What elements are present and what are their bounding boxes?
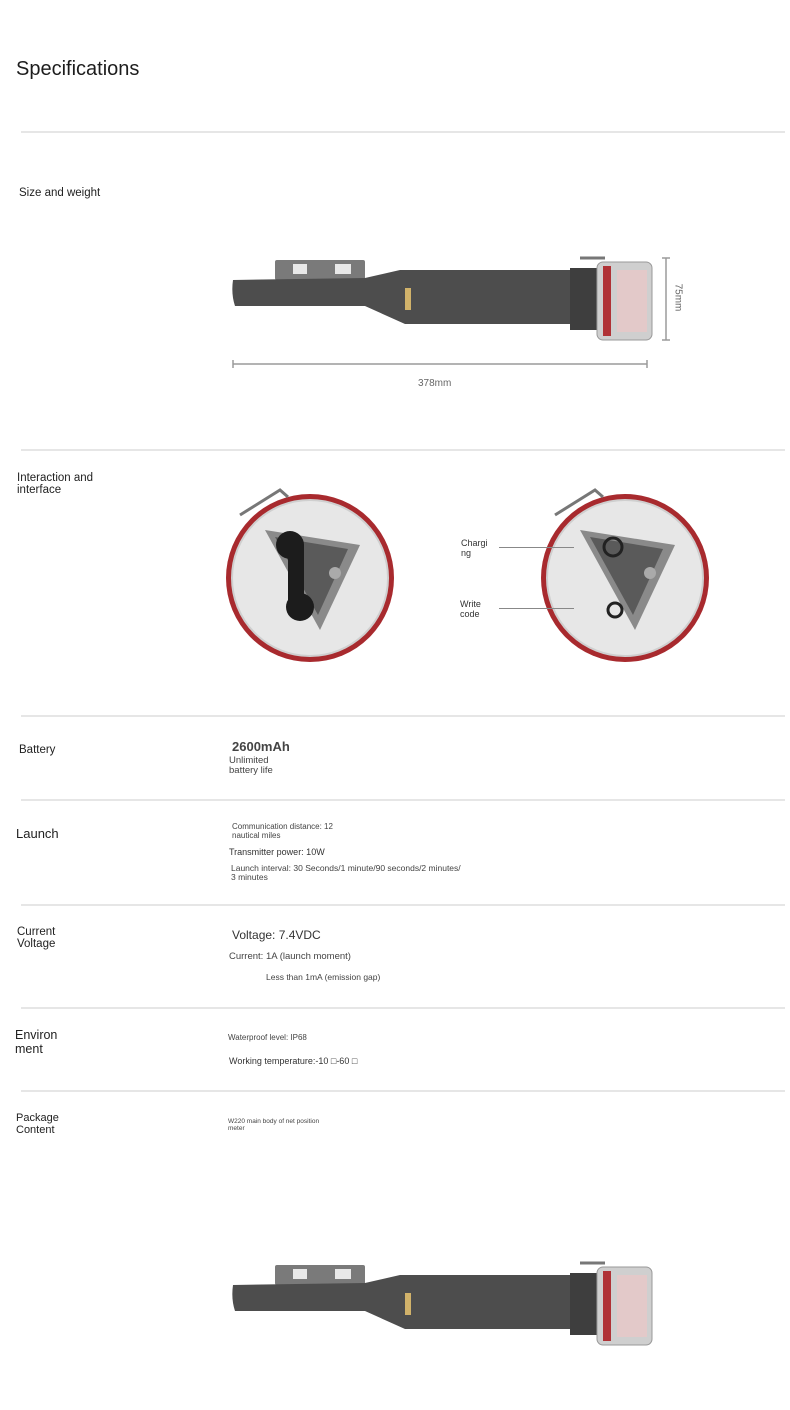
divider bbox=[21, 904, 785, 906]
package-content-label: Package Content bbox=[16, 1112, 59, 1136]
communication-distance: Communication distance: 12 nautical miles bbox=[232, 822, 333, 840]
charging-pointer-line bbox=[499, 547, 574, 548]
divider bbox=[21, 799, 785, 801]
divider bbox=[21, 131, 785, 133]
length-dimension: 378mm bbox=[418, 378, 452, 389]
write-code-label: Write code bbox=[460, 599, 481, 619]
current-voltage-label: Current Voltage bbox=[17, 926, 56, 950]
environment-label: Environ ment bbox=[15, 1028, 58, 1056]
transmitter-power: Transmitter power: 10W bbox=[229, 847, 325, 857]
divider bbox=[21, 1007, 785, 1009]
divider bbox=[21, 1090, 785, 1092]
charging-port-label: Chargi ng bbox=[461, 538, 488, 558]
size-weight-label: Size and weight bbox=[19, 187, 101, 199]
battery-capacity: 2600mAh bbox=[232, 739, 290, 754]
divider bbox=[21, 715, 785, 717]
battery-label: Battery bbox=[19, 744, 56, 756]
voltage-value: Voltage: 7.4VDC bbox=[232, 928, 321, 942]
device-top-view-labeled-image bbox=[535, 485, 715, 670]
package-item: W220 main body of net position meter bbox=[228, 1118, 320, 1132]
launch-label: Launch bbox=[16, 826, 59, 841]
device-top-view-image bbox=[220, 485, 400, 670]
current-value: Current: 1A (launch moment) bbox=[229, 951, 351, 962]
device-package-image bbox=[225, 1255, 695, 1355]
write-code-pointer-line bbox=[499, 608, 574, 609]
emission-gap-current: Less than 1mA (emission gap) bbox=[266, 972, 381, 982]
working-temperature: Working temperature:-10 □-60 □ bbox=[229, 1056, 358, 1066]
page-title: Specifications bbox=[16, 58, 140, 80]
battery-life: Unlimited battery life bbox=[229, 755, 273, 776]
divider bbox=[21, 449, 785, 451]
device-side-view-image bbox=[225, 250, 695, 400]
height-dimension: 75mm bbox=[672, 283, 684, 312]
interaction-label: Interaction and interface bbox=[17, 472, 94, 496]
waterproof-level: Waterproof level: IP68 bbox=[228, 1033, 307, 1042]
launch-interval: Launch interval: 30 Seconds/1 minute/90 seconds/2 minutes/ 3 minutes bbox=[231, 863, 461, 882]
